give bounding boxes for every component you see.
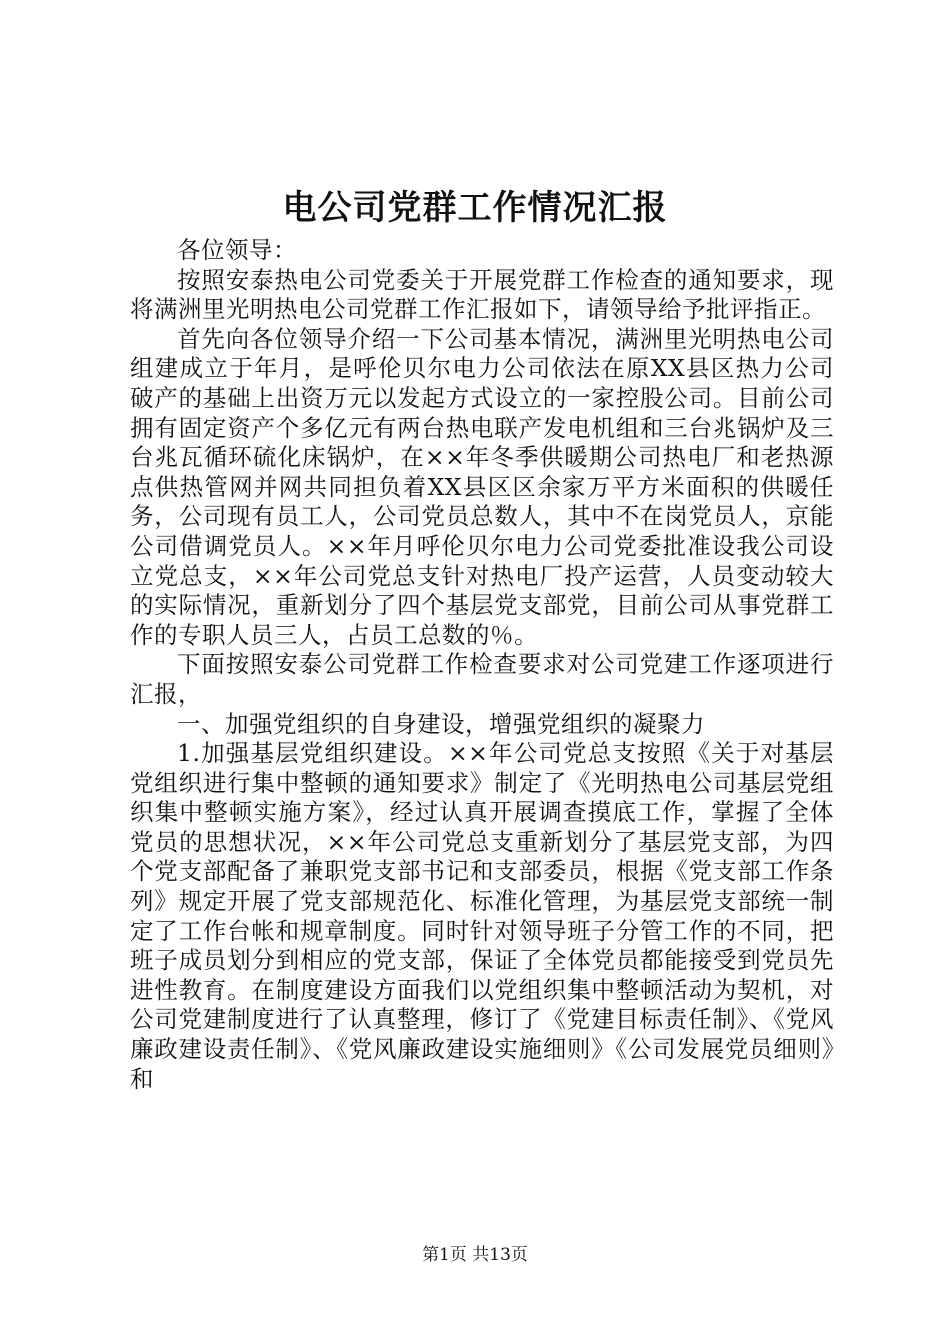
section-heading-1: 一、加强党组织的自身建设，增强党组织的凝聚力: [177, 709, 705, 738]
paragraph-item-1: 1.加强基层党组织建设。××年公司党总支按照《关于对基层党组织进行集中整顿的通知要求》制定了《光明热电公司基层党组织集中整顿实施方案》，经过认真开展调查摸底工作，掌握了全体党员的思想状况，××年公司党总支重新划分了基层党支部，为四个党支部配备了兼职党支部书记和支部委员，根据《党支部工作条列》规定开展了党支部规范化、标准化管理，为基层党支部统一制定了工作台帐和规章制度。同时针对领导班子分管工作的不同，把班子成员划分到相应的党支部，保证了全体党员都能接受到党员先进性教育。在制度建设方面我们以党组织集中整顿活动为契机，对公司党建制度进行了认真整理，修订了《党建目标责任制》、《党风廉政建设责任制》、《党风廉政建设实施细则》《公司发展党员细则》和: [130, 739, 834, 1093]
paragraph-intro: 按照安泰热电公司党委关于开展党群工作检查的通知要求，现将满洲里光明热电公司党群工作汇报如下，请领导给予批评指正。: [130, 265, 834, 324]
paragraph-report-transition: 下面按照安泰公司党群工作检查要求对公司党建工作逐项进行汇报，: [130, 650, 834, 708]
page-footer: 第1页 共13页: [422, 1245, 528, 1265]
document-title: 电公司党群工作情况汇报: [282, 188, 668, 228]
document-body: [130, 236, 834, 1094]
paragraph-company-overview: 首先向各位领导介绍一下公司基本情况，满洲里光明热电公司组建成立于年月，是呼伦贝尔电力公司依法在原XX县区热力公司破产的基础上出资万元以发起方式设立的一家控股公司。目前公司拥有固定资产个多亿元有两台热电联产发电机组和三台兆锅炉及三台兆瓦循环硫化床锅炉，在××年冬季供暖期公司热电厂和老热源点供热管网并网共同担负着XX县区区余家万平方米面积的供暖任务，公司现有员工人，公司党员总数人，其中不在岗党员人，京能公司借调党员人。××年月呼伦贝尔电力公司党委批准设我公司设立党总支，××年公司党总支针对热电厂投产运营，人员变动较大的实际情况，重新划分了四个基层党支部党，目前公司从事党群工作的专职人员三人，占员工总数的％。: [130, 324, 834, 649]
salutation: 各位领导：: [177, 236, 297, 264]
